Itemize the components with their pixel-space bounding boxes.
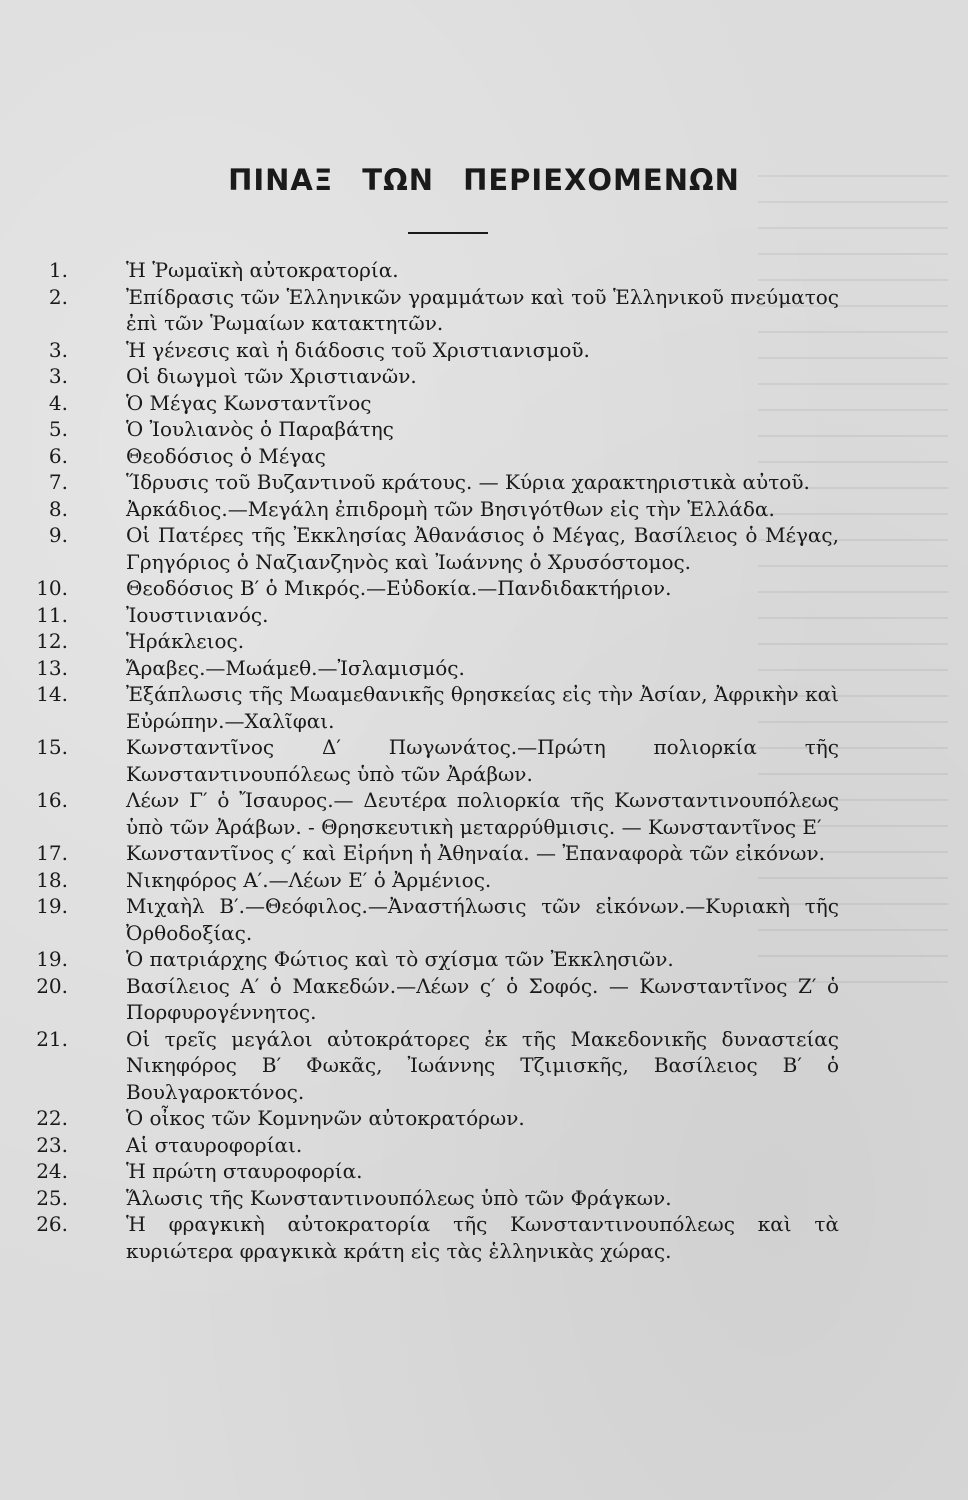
toc-entry [0,1185,968,1212]
table-of-contents [0,257,968,1264]
entry-number: 24. [36,1159,68,1183]
entry-title: Λέων Γ′ ὁ Ἴσαυρος.— Δευτέρα πολιορκία τῆς Κωνσταντινουπόλεως ὑπὸ τῶν Ἀράβων. - Θρησκευτικὴ μεταρρύθμισις. — Κωνσταντῖνος Ε′ [126,788,839,839]
toc-entry [0,522,968,575]
entry-title: Ὁ Μέγας Κωνσταντῖνος [126,390,372,415]
entry-number: 16. [36,788,68,812]
entry-title: Ἡ πρώτη σταυροφορία. [126,1159,363,1183]
toc-entry [0,284,968,337]
toc-entry [0,893,968,946]
toc-entry [0,867,968,894]
toc-entry [0,469,968,496]
entry-title: Ἡ γένεσις καὶ ἡ διάδοσις τοῦ Χριστιανισμοῦ. [126,337,590,362]
toc-entry [0,337,968,364]
toc-entry [0,734,968,787]
entry-number: 3. [48,364,68,388]
toc-entry [0,443,968,470]
entry-number: 19. [36,894,68,918]
toc-entry [0,1158,968,1185]
entry-number: 5. [48,417,68,441]
entry-number: 9. [48,523,68,547]
entry-number: 7. [48,470,68,494]
entry-title: Βασίλειος Α′ ὁ Μακεδών.—Λέων ς′ ὁ Σοφός. — Κωνσταντῖνος Ζ′ ὁ Πορφυρογέννητος. [126,973,839,1024]
entry-number: 18. [36,867,68,892]
toc-entry [0,681,968,734]
entry-number: 21. [36,1026,68,1051]
entry-number: 26. [36,1212,68,1236]
entry-title: Αἱ σταυροφορίαι. [126,1132,303,1157]
toc-entry [0,363,968,390]
entry-title: Ἄραβες.—Μωάμεθ.—Ἰσλαμισμός. [126,655,465,680]
entry-number: 13. [36,655,68,680]
entry-number: 12. [36,629,68,653]
toc-entry [0,602,968,629]
entry-title: Κωνσταντῖνος Δ′ Πωγωνάτος.—Πρώτη πολιορκία τῆς Κωνσταντινουπόλεως ὑπὸ τῶν Ἀράβων. [126,735,839,786]
entry-number: 20. [36,973,68,998]
entry-title: Οἱ τρεῖς μεγάλοι αὐτοκράτορες ἐκ τῆς Μακεδονικῆς δυναστείας Νικηφόρος Β′ Φωκᾶς, Ἰωάννης Τζιμισκῆς, Βασίλειος Β′ ὁ Βουλγαροκτόνος. [126,1026,839,1104]
entry-title: Θεοδόσιος ὁ Μέγας [126,443,326,468]
entry-title: Ἐπίδρασις τῶν Ἑλληνικῶν γραμμάτων καὶ τοῦ Ἑλληνικοῦ πνεύματος ἐπὶ τῶν Ῥωμαίων κατακτητῶν. [126,284,839,335]
entry-title: Οἱ Πατέρες τῆς Ἐκκλησίας Ἀθανάσιος ὁ Μέγας, Βασίλειος ὁ Μέγας, Γρηγόριος ὁ Ναζιανζηνὸς καὶ Ἰωάννης ὁ Χρυσόστομος. [126,523,839,574]
toc-entry [0,1026,968,1106]
entry-title: Οἱ διωγμοὶ τῶν Χριστιανῶν. [126,364,417,388]
title-rule-divider [408,232,488,234]
entry-title: Ἵδρυσις τοῦ Βυζαντινοῦ κράτους. — Κύρια χαρακτηριστικὰ αὐτοῦ. [126,470,810,494]
entry-number: 1. [48,258,68,282]
entry-title: Ἀρκάδιος.—Μεγάλη ἐπιδρομὴ τῶν Βησιγότθων εἰς τὴν Ἑλλάδα. [126,496,775,521]
entry-title: Ἡ Ῥωμαϊκὴ αὐτοκρατορία. [126,258,399,282]
entry-number: 10. [36,576,68,600]
toc-entry [0,655,968,682]
entry-number: 19. [36,947,68,971]
entry-title: Ἡράκλειος. [126,629,245,653]
toc-entry [0,575,968,602]
toc-entry [0,1105,968,1132]
entry-number: 14. [36,682,68,706]
entry-title: Ὁ οἶκος τῶν Κομνηνῶν αὐτοκρατόρων. [126,1106,525,1130]
toc-entry [0,390,968,417]
entry-title: Ὁ Ἰουλιανὸς ὁ Παραβάτης [126,417,394,441]
page-title: ΠΙΝΑΞ ΤΩΝ ΠΕΡΙΕΧΟΜΕΝΩΝ [228,163,740,197]
toc-entry [0,787,968,840]
entry-title: Κωνσταντῖνος ς′ καὶ Εἰρήνη ἡ Ἀθηναία. — Ἐπαναφορὰ τῶν εἰκόνων. [126,841,825,865]
entry-title: Θεοδόσιος Β′ ὁ Μικρός.—Εὐδοκία.—Πανδιδακτήριον. [126,576,672,600]
entry-number: 3. [48,337,68,362]
entry-title: Ἰουστινιανός. [126,602,269,627]
toc-entry [0,946,968,973]
toc-entry [0,1211,968,1264]
entry-number: 25. [36,1185,68,1210]
toc-entry [0,257,968,284]
toc-entry [0,1132,968,1159]
entry-number: 4. [48,390,68,415]
entry-number: 15. [36,735,68,759]
toc-entry [0,416,968,443]
entry-number: 11. [36,602,68,627]
entry-title: Ὁ πατριάρχης Φώτιος καὶ τὸ σχίσμα τῶν Ἐκκλησιῶν. [126,947,674,971]
entry-title: Ἡ φραγκικὴ αὐτοκρατορία τῆς Κωνσταντινουπόλεως καὶ τὰ κυριώτερα φραγκικὰ κράτη εἰς τὰς ἑλληνικὰς χώρας. [126,1212,839,1263]
entry-number: 22. [36,1106,68,1130]
entry-title: Ἅλωσις τῆς Κωνσταντινουπόλεως ὑπὸ τῶν Φράγκων. [126,1185,672,1210]
entry-title: Νικηφόρος Α′.—Λέων Ε′ ὁ Ἀρμένιος. [126,867,492,892]
toc-entry [0,973,968,1026]
entry-number: 23. [36,1132,68,1157]
entry-number: 8. [48,496,68,521]
entry-number: 2. [48,284,68,309]
entry-number: 6. [48,443,68,468]
entry-title: Ἐξάπλωσις τῆς Μωαμεθανικῆς θρησκείας εἰς τὴν Ἀσίαν, Ἀφρικὴν καὶ Εὐρώπην.—Χαλῖφαι. [126,682,839,733]
entry-number: 17. [36,841,68,865]
entry-title: Μιχαὴλ Β′.—Θεόφιλος.—Ἀναστήλωσις τῶν εἰκόνων.—Κυριακὴ τῆς Ὀρθοδοξίας. [126,894,839,945]
toc-entry [0,840,968,867]
toc-entry [0,496,968,523]
toc-entry [0,628,968,655]
